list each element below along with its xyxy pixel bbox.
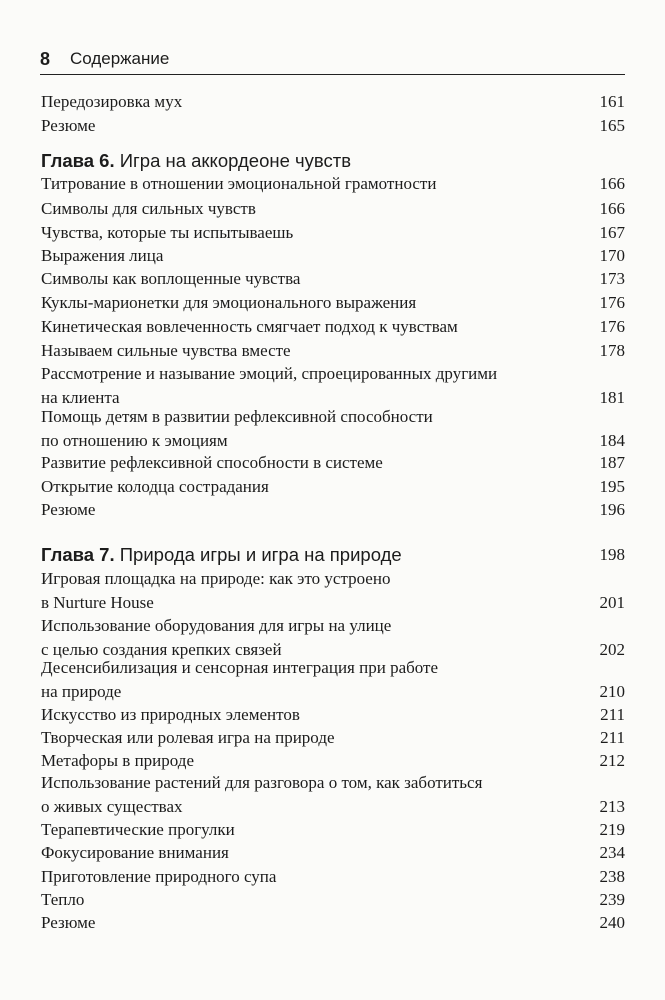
chapter-title: Природа игры и игра на природе bbox=[119, 544, 402, 565]
chapter-page: 198 bbox=[599, 545, 625, 564]
toc-entry: Приготовление природного супа 238 bbox=[41, 867, 625, 886]
toc-entry: Использование растений для разговора о том, как заботиться о живых существах 213 bbox=[41, 773, 625, 816]
chapter-6-heading bbox=[41, 149, 625, 173]
toc-entry: Метафоры в природе 212 bbox=[41, 751, 625, 770]
running-title: Содержание bbox=[70, 49, 170, 68]
toc-entry: Искусство из природных элементов 211 bbox=[41, 705, 625, 724]
chapter-title: Игра на аккордеоне чувств bbox=[119, 150, 352, 171]
toc-entry: Тепло 239 bbox=[41, 890, 625, 909]
toc-entry: Передозировка мух 161 bbox=[41, 92, 625, 111]
toc-entry: Открытие колодца сострадания 195 bbox=[41, 477, 625, 496]
toc-entry: Резюме 196 bbox=[41, 500, 625, 519]
toc-entry: Титрование в отношении эмоциональной грамотности 166 bbox=[41, 174, 625, 193]
chapter-label: Глава 7. bbox=[41, 544, 115, 565]
toc-entry: Символы как воплощенные чувства 173 bbox=[41, 269, 625, 288]
toc-entry: Куклы-марионетки для эмоционального выражения 176 bbox=[41, 293, 625, 312]
toc-entry: Называем сильные чувства вместе 178 bbox=[41, 341, 625, 360]
toc-entry: Творческая или ролевая игра на природе 211 bbox=[41, 728, 625, 747]
page-number: 8 bbox=[40, 49, 51, 69]
toc-entry: Фокусирование внимания 234 bbox=[41, 843, 625, 862]
running-header bbox=[40, 48, 625, 75]
toc-entry: Развитие рефлексивной способности в системе 187 bbox=[41, 453, 625, 472]
toc-entry: Резюме 165 bbox=[41, 116, 625, 135]
toc-entry: Кинетическая вовлеченность смягчает подход к чувствам 176 bbox=[41, 317, 625, 336]
toc-entry: Игровая площадка на природе: как это устроено в Nurture House 201 bbox=[41, 569, 625, 612]
toc-entry: Использование оборудования для игры на улице с целью создания крепких связей 202 bbox=[41, 616, 625, 659]
toc-entry: Десенсибилизация и сенсорная интеграция при работе на природе 210 bbox=[41, 658, 625, 701]
toc-entry: Резюме 240 bbox=[41, 913, 625, 932]
toc-entry: Терапевтические прогулки 219 bbox=[41, 820, 625, 839]
toc-entry: Выражения лица 170 bbox=[41, 246, 625, 265]
chapter-label: Глава 6. bbox=[41, 150, 115, 171]
toc-entry: Рассмотрение и называние эмоций, спроецированных другими на клиента 181 bbox=[41, 364, 625, 407]
toc-entry: Чувства, которые ты испытываешь 167 bbox=[41, 223, 625, 242]
chapter-7-heading bbox=[41, 543, 625, 567]
toc-entry: Символы для сильных чувств 166 bbox=[41, 199, 625, 218]
toc-entry: Помощь детям в развитии рефлексивной способности по отношению к эмоциям 184 bbox=[41, 407, 625, 450]
